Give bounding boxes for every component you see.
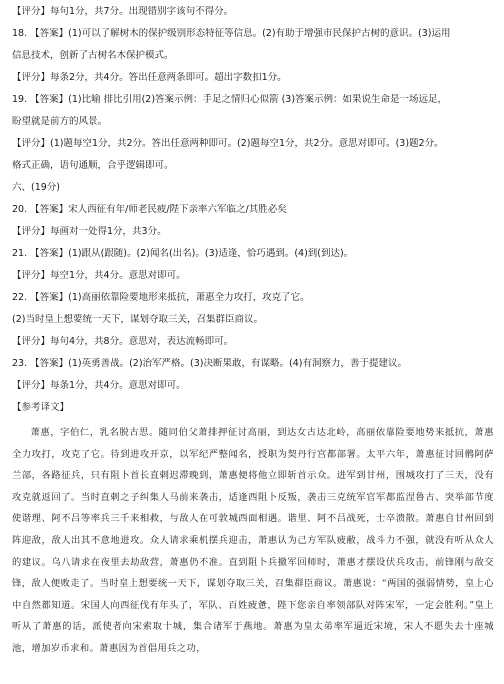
line-q23-answer: 23. 【答案】(1)英勇善战。(2)治军严格。(3)决断果敢，有谋略。(4)有洞察力，善于提建议。: [12, 358, 407, 369]
line-q18-answer-a: 18. 【答案】(1)可以了解树木的保护级别形态特征等信息。(2)有助于增强市民保护古树的意识。(3)运用: [12, 28, 451, 39]
line-q18-answer-b: 信息技术，创新了古树名木保护模式。: [12, 50, 174, 61]
line-q20-answer: 20. 【答案】宋人西征有年/师老民疲/陛下亲率六军临之/其胜必矣: [12, 204, 287, 215]
line-q22-answer-b: (2)当时皇上想要统一天下，谋划夺取三关，召集群臣商议。: [12, 314, 263, 325]
line-q19-eval-b: 格式正确，语句通顺，合乎逻辑即可。: [12, 160, 174, 171]
line-q19-answer-a: 19. 【答案】(1)比喻 排比引用(2)答案示例：手足之情归心似箭 (3)答案示例：如果说生命是一场远足，: [12, 94, 448, 105]
reference-translation-heading: 【参考译文】: [12, 402, 70, 413]
line-p17-eval: 【评分】每句1分，共7分。出现错别字该句不得分。: [12, 6, 234, 17]
translation-paragraph: 萧惠，字伯仁，乳名脱古思。随同伯父萧排押征讨高丽，到达女古达北岭，高丽依靠险要地势来抵抗，萧惠全力攻打，攻克了它。待到进攻开京，以军纪严整闻名，授职为契丹行宫都部署。太平六年，萧惠征讨回鹘阿萨兰部，各路征兵，只有阻卜首长直剌迟滞晚到，萧惠便将他立即斩首示众。进军到甘州，围城攻打了三天，没有攻克就返回了。当时直剌之子纠集人马前来袭击，适逢西阻卜反叛，袭击三克统军官军都监涅鲁古、突举部节度使谐理、阿不吕等率兵三千来相救，与敌人在可敦城西面相遇。谐里、阿不吕战死，士卒溃散。萧惠自甘州回到阵迎敌，敌人出其不意地进攻。众人请求乘机摆兵迎击，萧惠认为己方军队疲敝，战斗力不强，就没有听从众人的建议。乌八请求在夜里去劫敌营，萧惠仍不准。直到阻卜兵撤军回师时，萧惠才摆设伏兵攻击，前锋刚与敌交锋，敌人便败走了。当时皇上想要统一天下，谋划夺取三关，召集群臣商议。萧惠说：“两国的强弱情势，皇上心中自然都知道。宋国人向西征伐有年头了，军队、百姓疲惫，陛下您亲自率领部队对阵宋军，一定会胜利。”皇上听从了萧惠的话，派使者向宋索取十城，集合诸军于燕地。萧惠为皇太弟率军逼近宋境，宋人不愿失去十座城池，增加岁币求和。萧惠因为首倡用兵之功，: [12, 427, 494, 654]
line-q21-answer: 21. 【答案】(1)跟从(跟随)。(2)闻名(出名)。(3)适逢，恰巧遇到。(4)到(到达)。: [12, 248, 354, 259]
line-q23-eval: 【评分】每条1分，共4分。意思对即可。: [12, 380, 186, 391]
line-q20-eval: 【评分】每画对一处得1分，共3分。: [12, 226, 167, 237]
line-q22-eval: 【评分】每句4分，共8分。意思对，表达流畅即可。: [12, 336, 234, 347]
line-q19-eval-a: 【评分】(1)题每空1分，共2分。答出任意两种即可。(2)题每空1分，共2分。意思对即可。(3)题2分。: [12, 138, 444, 149]
line-q19-answer-b: 盼望就是前方的风景。: [12, 116, 108, 127]
translation-block: [12, 422, 494, 660]
section-six-heading: 六、(19分): [12, 182, 61, 193]
line-q22-answer-a: 22. 【答案】(1)高丽依靠险要地形来抵抗，萧惠全力攻打，攻克了它。: [12, 292, 310, 303]
line-q18-eval: 【评分】每条2分，共4分。答出任意两条即可。超出字数扣1分。: [12, 72, 287, 83]
line-q21-eval: 【评分】每空1分，共4分。意思对即可。: [12, 270, 186, 281]
